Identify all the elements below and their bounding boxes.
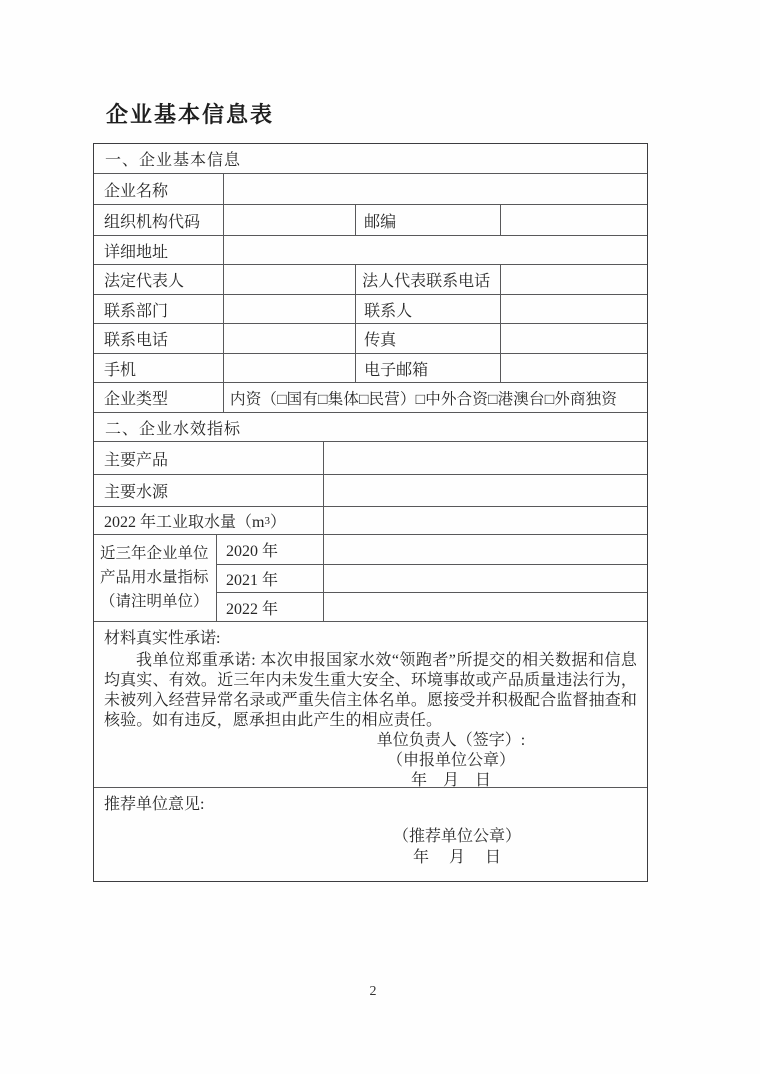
legal-rep-phone-value bbox=[500, 265, 647, 294]
mobile-label: 手机 bbox=[104, 361, 137, 379]
contact-person-value bbox=[500, 295, 647, 323]
commitment-signature-block bbox=[356, 731, 546, 791]
year-value-column bbox=[323, 535, 647, 621]
company-type-label: 企业类型 bbox=[104, 391, 169, 408]
legal-rep-phone-label: 法人代表联系电话 bbox=[355, 265, 499, 294]
row-contact-dept bbox=[94, 294, 647, 323]
signer-line: 单位负责人（签字）: bbox=[376, 732, 526, 749]
email-label: 电子邮箱 bbox=[355, 354, 499, 382]
org-code-label: 组织机构代码 bbox=[104, 213, 201, 231]
row-main-products bbox=[94, 441, 647, 474]
row-water-intake-2022 bbox=[94, 506, 647, 534]
year-2020-value bbox=[324, 535, 647, 564]
applicant-seal-line: （申报单位公章） bbox=[386, 752, 515, 769]
contact-dept-value bbox=[223, 295, 356, 323]
contact-person-label: 联系人 bbox=[355, 295, 499, 323]
row-company-type bbox=[94, 382, 647, 412]
section1-header: 一、企业基本信息 bbox=[105, 152, 242, 169]
postal-code-value bbox=[500, 205, 647, 235]
section2-header: 二、企业水效指标 bbox=[105, 420, 242, 438]
commitment-block bbox=[94, 621, 647, 787]
commitment-date-line: 年 月 日 bbox=[410, 772, 491, 789]
company-name-label: 企业名称 bbox=[104, 182, 169, 200]
row-main-water-source bbox=[94, 474, 647, 506]
legal-rep-label: 法定代表人 bbox=[104, 273, 185, 290]
contact-dept-label: 联系部门 bbox=[104, 302, 169, 320]
page-title: 企业基本信息表 bbox=[106, 102, 275, 127]
company-type-options: 内资（□国有□集体□民营）□中外合资□港澳台□外商独资 bbox=[223, 383, 647, 412]
row-org-code bbox=[94, 204, 647, 235]
recommendation-heading: 推荐单位意见: bbox=[104, 796, 205, 813]
page-number: 2 bbox=[369, 984, 377, 999]
recommendation-signature-block bbox=[362, 826, 552, 868]
year-2021-label: 2021 年 bbox=[217, 564, 323, 593]
recommendation-date-line: 年 月 日 bbox=[412, 849, 501, 866]
water-intake-value bbox=[323, 507, 647, 534]
contact-phone-value bbox=[223, 324, 356, 353]
postal-code-label: 邮编 bbox=[355, 205, 499, 235]
year-2021-value bbox=[324, 564, 647, 593]
row-contact-phone bbox=[94, 323, 647, 353]
year-2020-label: 2020 年 bbox=[226, 542, 279, 560]
form-table bbox=[93, 143, 648, 882]
org-code-value bbox=[223, 205, 356, 235]
row-company-name bbox=[94, 173, 647, 204]
recommendation-block bbox=[94, 787, 647, 881]
row-address bbox=[94, 235, 647, 264]
row-section2-header bbox=[94, 412, 647, 441]
year-2022-label: 2022 年 bbox=[217, 592, 323, 621]
three-year-indicator-label: 近三年企业单位 产品用水量指标 （请注明单位） bbox=[100, 545, 209, 610]
row-section1-header bbox=[94, 144, 647, 173]
legal-rep-value bbox=[223, 265, 356, 294]
row-three-year-indicator bbox=[94, 534, 647, 621]
contact-phone-label: 联系电话 bbox=[104, 332, 169, 349]
commitment-heading: 材料真实性承诺: bbox=[104, 630, 221, 647]
mobile-value bbox=[223, 354, 356, 382]
email-value bbox=[500, 354, 647, 382]
year-2022-value bbox=[324, 592, 647, 621]
address-label: 详细地址 bbox=[104, 243, 169, 261]
fax-label: 传真 bbox=[355, 324, 499, 353]
water-intake-label: 2022 年工业取水量（m 3 ） bbox=[104, 514, 286, 531]
year-label-column bbox=[216, 535, 323, 621]
main-water-source-value bbox=[323, 475, 647, 506]
commitment-body: 我单位郑重承诺: 本次申报国家水效“领跑者”所提交的相关数据和信息均真实、有效。近三年内未发生重大安全、环境事故或产品质量违法行为，未被列入经营异常名录或严重失信主体名单。愿接受并积极配合监督抽查和核验。如有违反，愿承担由此产生的相应责任。 bbox=[104, 652, 637, 729]
row-legal-rep bbox=[94, 264, 647, 294]
main-products-label: 主要产品 bbox=[104, 451, 169, 469]
main-water-source-label: 主要水源 bbox=[104, 484, 169, 501]
company-name-value bbox=[223, 174, 647, 204]
main-products-value bbox=[323, 442, 647, 474]
recommender-seal-line: （推荐单位公章） bbox=[392, 828, 521, 845]
fax-value bbox=[500, 324, 647, 353]
row-mobile bbox=[94, 353, 647, 382]
address-value bbox=[223, 236, 647, 264]
